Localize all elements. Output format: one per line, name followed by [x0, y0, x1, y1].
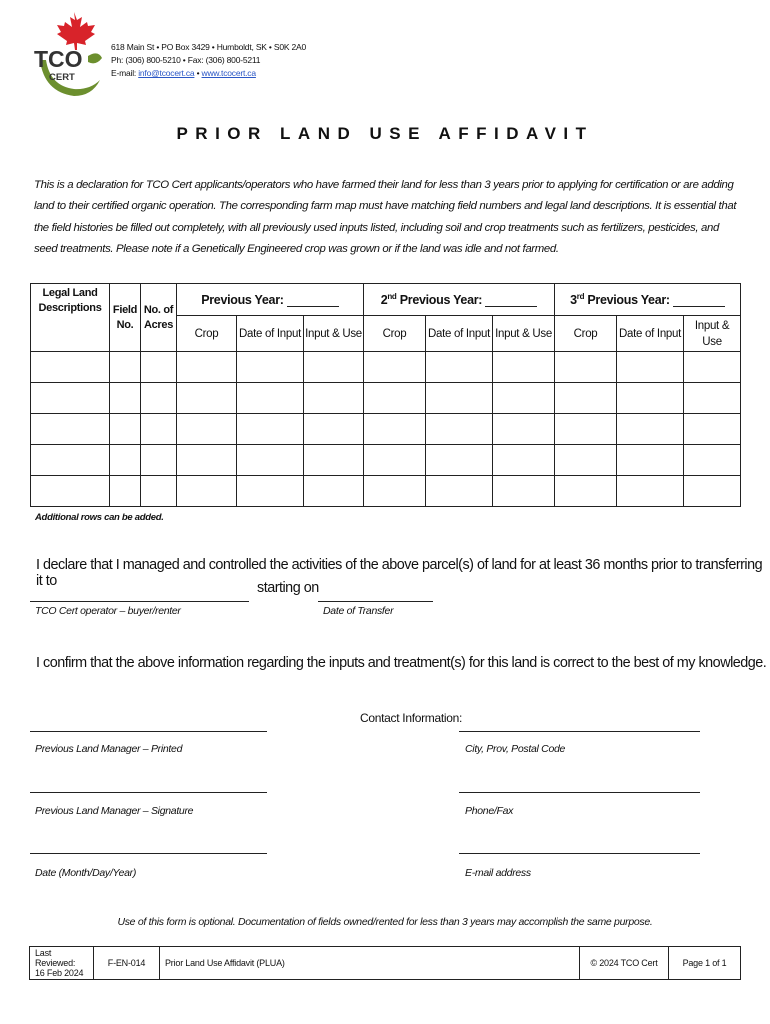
table-cell[interactable]	[237, 445, 304, 476]
table-cell[interactable]	[237, 352, 304, 383]
email-line	[111, 67, 306, 80]
table-cell[interactable]	[684, 352, 741, 383]
logo-text-cert: CERT	[49, 72, 75, 83]
table-cell[interactable]	[493, 352, 555, 383]
header-previous-year	[177, 284, 364, 316]
header-input-use: Input & Use	[304, 316, 364, 352]
last-reviewed-label: Last Reviewed:	[35, 948, 76, 968]
date-caption: Date (Month/Day/Year)	[35, 867, 137, 879]
footer-form-code: F-EN-014	[94, 947, 160, 980]
address-block	[111, 41, 306, 80]
header-crop: Crop	[177, 316, 237, 352]
year3-sup: rd	[576, 291, 585, 301]
year2-sup: nd	[387, 291, 397, 301]
table-cell[interactable]	[617, 445, 684, 476]
table-cell[interactable]	[304, 383, 364, 414]
maple-leaf-icon	[57, 12, 95, 50]
table-cell[interactable]	[684, 383, 741, 414]
contact-information-label: Contact Information:	[360, 711, 463, 725]
table-cell[interactable]	[364, 352, 426, 383]
starting-on-text: starting on	[257, 580, 319, 596]
header-input-use: Input & Use	[493, 316, 555, 352]
footer-form-name: Prior Land Use Affidavit (PLUA)	[160, 947, 580, 980]
logo-text-tco: TCO	[34, 46, 83, 72]
header-crop: Crop	[555, 316, 617, 352]
table-row	[31, 383, 741, 414]
table-cell[interactable]	[304, 445, 364, 476]
table-cell[interactable]	[237, 383, 304, 414]
email-link[interactable]: info@tcocert.ca	[138, 68, 195, 78]
page-title: PRIOR LAND USE AFFIDAVIT	[176, 124, 594, 143]
city-caption: City, Prov, Postal Code	[465, 743, 566, 755]
phone-line-field[interactable]	[459, 853, 700, 854]
table-cell[interactable]	[555, 445, 617, 476]
date-transfer-caption: Date of Transfer	[323, 605, 394, 617]
table-cell[interactable]	[555, 352, 617, 383]
table-cell[interactable]	[364, 476, 426, 507]
email-caption: E-mail address	[465, 867, 531, 879]
city-line[interactable]	[459, 792, 700, 793]
table-cell[interactable]	[31, 445, 110, 476]
table-cell[interactable]	[177, 352, 237, 383]
table-cell[interactable]	[493, 383, 555, 414]
bullet-separator: •	[196, 68, 200, 78]
year2-blank[interactable]	[485, 294, 537, 307]
declaration-text: I declare that I managed and controlled the activities of the above parcel(s) of land for at least 36 months prior to transferring it to	[36, 557, 763, 589]
table-cell[interactable]	[304, 476, 364, 507]
table-cell[interactable]	[684, 445, 741, 476]
footer-last-reviewed	[30, 947, 94, 980]
header-legal-land: Legal Land Descriptions	[31, 284, 110, 352]
header-date-of-input: Date of Input	[237, 316, 304, 352]
header-crop: Crop	[364, 316, 426, 352]
table-cell[interactable]	[364, 383, 426, 414]
phone-line: Ph: (306) 800-5210 • Fax: (306) 800-5211	[111, 55, 261, 65]
additional-rows-note: Additional rows can be added.	[35, 512, 164, 523]
header-date-of-input: Date of Input	[426, 316, 493, 352]
header-field-no: Field No.	[110, 284, 141, 352]
date-of-transfer-line[interactable]	[318, 601, 433, 602]
footer-copyright: © 2024 TCO Cert	[580, 947, 669, 980]
table-cell[interactable]	[177, 383, 237, 414]
header-2nd-previous-year	[364, 284, 555, 316]
table-cell[interactable]	[304, 352, 364, 383]
table-cell[interactable]	[617, 476, 684, 507]
table-cell[interactable]	[617, 383, 684, 414]
year3-blank[interactable]	[673, 294, 725, 307]
table-cell[interactable]	[237, 476, 304, 507]
table-cell[interactable]	[684, 476, 741, 507]
tco-cert-logo	[30, 10, 110, 100]
date-line[interactable]	[30, 853, 267, 854]
contact-information-line[interactable]	[459, 731, 700, 732]
header-3rd-previous-year	[555, 284, 741, 316]
table-cell[interactable]	[426, 445, 493, 476]
table-row	[31, 445, 741, 476]
header-date-of-input: Date of Input	[617, 316, 684, 352]
table-body	[31, 352, 741, 507]
table-cell[interactable]	[493, 445, 555, 476]
table-cell[interactable]	[493, 414, 555, 445]
operator-caption: TCO Cert operator – buyer/renter	[35, 605, 181, 617]
signature-line[interactable]	[30, 792, 267, 793]
printed-name-line[interactable]	[30, 731, 267, 732]
table-cell[interactable]	[364, 445, 426, 476]
signature-caption: Previous Land Manager – Signature	[35, 805, 194, 817]
table-cell[interactable]	[555, 383, 617, 414]
last-reviewed-date: 16 Feb 2024	[35, 968, 84, 978]
year3-num: 3	[570, 293, 577, 308]
footer-page-number: Page 1 of 1	[669, 947, 741, 980]
table-cell[interactable]	[426, 352, 493, 383]
previous-year-blank[interactable]	[287, 294, 339, 307]
table-cell[interactable]	[141, 414, 177, 445]
table-cell[interactable]	[304, 414, 364, 445]
table-cell[interactable]	[617, 352, 684, 383]
table-cell[interactable]	[617, 414, 684, 445]
year2-num: 2	[380, 293, 388, 308]
intro-paragraph: This is a declaration for TCO Cert applicants/operators who have farmed their land for less than 3 years prior to applying for certification or are adding land to their certified organic operation. The corresponding farm map must have matching field numbers and legal land descriptions. It is essential that the field histories be filled out completely, with all previously used inputs listed, including soil and crop treatments such as fertilizers, pesticides, and seed treatments. Please note if a Genetically Engineered crop was grown or if the land was idle and not farmed.	[34, 179, 737, 255]
table-cell[interactable]	[141, 352, 177, 383]
operator-signature-line[interactable]	[30, 601, 249, 602]
table-cell[interactable]	[110, 476, 141, 507]
table-cell[interactable]	[110, 414, 141, 445]
table-row	[31, 414, 741, 445]
table-cell[interactable]	[31, 383, 110, 414]
table-row	[31, 352, 741, 383]
table-cell[interactable]	[31, 476, 110, 507]
optional-note: Use of this form is optional. Documentation of fields owned/rented for less than 3 years may accomplish the same purpose.	[117, 916, 653, 928]
table-cell[interactable]	[177, 414, 237, 445]
footer-table	[29, 946, 741, 980]
table-cell[interactable]	[684, 414, 741, 445]
table-cell[interactable]	[555, 476, 617, 507]
confirmation-text: I confirm that the above information regarding the inputs and treatment(s) for this land is correct to the best of my knowledge.	[36, 655, 767, 671]
table-cell[interactable]	[110, 383, 141, 414]
printed-caption: Previous Land Manager – Printed	[35, 743, 183, 755]
address-line: 618 Main St • PO Box 3429 • Humboldt, SK • S0K 2A0	[111, 42, 307, 52]
year3-label: Previous Year:	[587, 293, 670, 308]
table-cell[interactable]	[426, 383, 493, 414]
table-cell[interactable]	[177, 445, 237, 476]
table-cell[interactable]	[426, 414, 493, 445]
table-cell[interactable]	[31, 414, 110, 445]
table-row	[31, 476, 741, 507]
table-cell[interactable]	[141, 383, 177, 414]
table-cell[interactable]	[110, 352, 141, 383]
header-input-use: Input & Use	[684, 316, 741, 352]
table-cell[interactable]	[141, 445, 177, 476]
table-cell[interactable]	[31, 352, 110, 383]
table-cell[interactable]	[364, 414, 426, 445]
table-cell[interactable]	[110, 445, 141, 476]
header-acres: No. of Acres	[141, 284, 177, 352]
table-cell[interactable]	[426, 476, 493, 507]
phone-caption: Phone/Fax	[465, 805, 514, 817]
table-cell[interactable]	[493, 476, 555, 507]
table-cell[interactable]	[237, 414, 304, 445]
previous-year-label: Previous Year:	[201, 292, 284, 307]
website-link[interactable]: www.tcocert.ca	[201, 68, 256, 78]
table-cell[interactable]	[141, 476, 177, 507]
year2-label: Previous Year:	[399, 293, 483, 308]
field-history-table	[30, 283, 741, 507]
table-cell[interactable]	[177, 476, 237, 507]
table-cell[interactable]	[555, 414, 617, 445]
email-label: E-mail:	[111, 68, 137, 78]
